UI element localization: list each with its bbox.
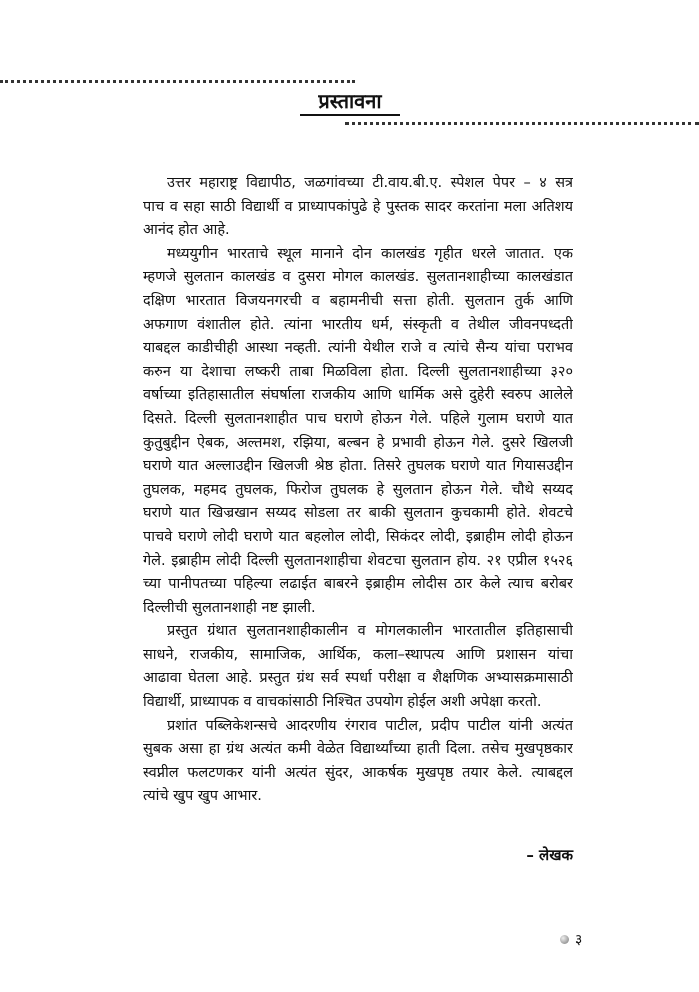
text-line: पाचवे घराणे लोदी घराणे यात बहलोल लोदी, सिकंदर लोदी, इब्राहीम लोदी होऊन xyxy=(143,528,573,545)
author-signature: – लेखक xyxy=(526,846,573,864)
text-line: म्हणजे सुलतान कालखंड व दुसरा मोगल कालखंड. सुलतानशाहीच्या कालखंडात xyxy=(143,269,573,286)
paragraph xyxy=(143,715,573,809)
text-line: उत्तर महाराष्ट्र विद्यापीठ, जळगांवच्या टी.वाय.बी.ए. स्पेशल पेपर – ४ सत्र xyxy=(167,175,573,191)
dotted-rule-top xyxy=(0,80,355,83)
text-line: पाच व सहा साठी विद्यार्थी व प्राध्यापकांपुढे हे पुस्तक सादर करतांना मला अतिशय xyxy=(143,198,573,215)
text-line: घराणे यात अल्लाउद्दीन खिलजी श्रेष्ठ होता. तिसरे तुघलक घराणे यात गियासउद्दीन xyxy=(143,458,573,475)
text-line: तुघलक, महमद तुघलक, फिरोज तुघलक हे सुलतान होऊन गेले. चौथे सय्यद xyxy=(143,481,573,498)
text-line: च्या पानीपतच्या पहिल्या लढाईत बाबरने इब्राहीम लोदीस ठार केले त्याच बरोबर xyxy=(143,576,573,593)
text-line: त्यांचे खुप खुप आभार. xyxy=(143,788,262,805)
text-line: आढावा घेतला आहे. प्रस्तुत ग्रंथ सर्व स्पर्धा परीक्षा व शैक्षणिक अभ्यासक्रमासाठी xyxy=(143,670,573,687)
text-line: कुतुबुद्दीन ऐबक, अल्तमश, रझिया, बल्बन हे प्रभावी होऊन गेले. दुसरे खिलजी xyxy=(143,434,573,451)
text-line: दिसते. दिल्ली सुलतानशाहीत पाच घराणे होऊन गेले. पहिले गुलाम घराणे यात xyxy=(143,410,573,427)
paragraph xyxy=(143,172,573,243)
text-line: विद्यार्थी, प्राध्यापक व वाचकांसाठी निश्चित उपयोग होईल अशी अपेक्षा करतो. xyxy=(143,694,542,711)
page-footer xyxy=(560,930,582,949)
text-line: दिल्लीची सुलतानशाही नष्ट झाली. xyxy=(143,599,316,616)
text-line: सुबक असा हा ग्रंथ अत्यंत कमी वेळेत विद्यार्थ्यांच्या हाती दिला. तसेच मुखपृष्ठकार xyxy=(143,741,573,758)
dotted-rule-bottom xyxy=(345,122,699,125)
paragraph xyxy=(143,243,573,621)
text-line: याबद्दल काडीचीही आस्था नव्हती. त्यांनी येथील राजे व त्यांचे सैन्य यांचा पराभव xyxy=(143,340,573,357)
preface-body xyxy=(143,172,573,809)
text-line: प्रशांत पब्लिकेशन्सचे आदरणीय रंगराव पाटील, प्रदीप पाटील यांनी अत्यंत xyxy=(167,717,573,734)
page-title: प्रस्तावना xyxy=(300,88,400,116)
text-line: करुन या देशाचा लष्करी ताबा मिळविला होता. दिल्ली सुलतानशाहीच्या ३२० xyxy=(143,363,573,380)
text-line: अफगाण वंशातील होते. त्यांना भारतीय धर्म, संस्कृती व तेथील जीवनपध्दती xyxy=(143,316,573,333)
text-line: गेले. इब्राहीम लोदी दिल्ली सुलतानशाहीचा शेवटचा सुलतान होय. २१ एप्रील १५२६ xyxy=(143,552,573,569)
text-line: साधने, राजकीय, सामाजिक, आर्थिक, कला–स्थापत्य आणि प्रशासन यांचा xyxy=(143,646,573,663)
page-number: ३ xyxy=(575,932,583,948)
text-line: दक्षिण भारतात विजयनगरची व बहामनीची सत्ता होती. सुलतान तुर्क आणि xyxy=(143,292,573,309)
text-line: वर्षाच्या इतिहासातील संघर्षाला राजकीय आणि धार्मिक असे दुहेरी स्वरुप आलेले xyxy=(143,387,573,404)
bullet-icon xyxy=(560,935,569,944)
paragraph xyxy=(143,620,573,714)
text-line: आनंद होत आहे. xyxy=(143,222,230,239)
text-line: घराणे यात खिज्रखान सय्यद सोडला तर बाकी सुलतान कुचकामी होते. शेवटचे xyxy=(143,505,573,522)
text-line: स्वप्नील फलटणकर यांनी अत्यंत सुंदर, आकर्षक मुखपृष्ठ तयार केले. त्याबद्दल xyxy=(143,764,573,781)
text-line: मध्ययुगीन भारताचे स्थूल मानाने दोन कालखंड गृहीत धरले जातात. एक xyxy=(167,245,573,262)
text-line: प्रस्तुत ग्रंथात सुलतानशाहीकालीन व मोगलकालीन भारतातील इतिहासाची xyxy=(167,623,573,640)
